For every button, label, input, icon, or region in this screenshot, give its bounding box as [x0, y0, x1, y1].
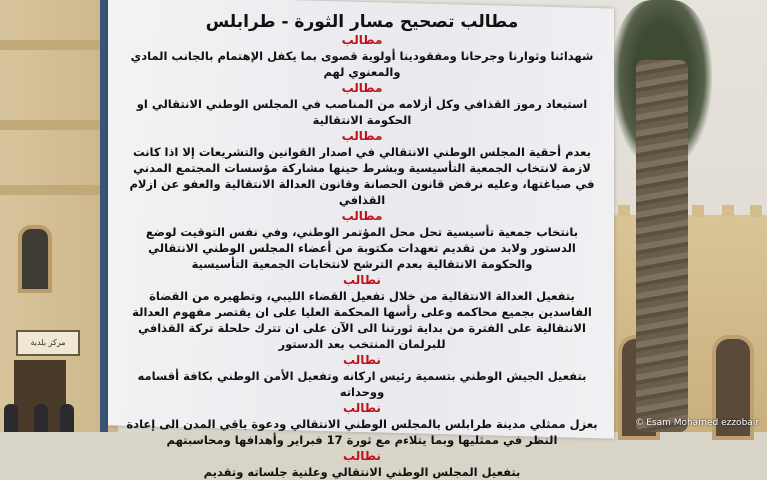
- demand-label: مطالب: [341, 81, 383, 95]
- building-sign: مركز بلدية: [16, 330, 80, 356]
- person: [60, 404, 74, 432]
- demand-text: بعزل ممثلي مدينة طرابلس بالمجلس الوطني الانتقالي ودعوة باقي المدن الى إعادة النظر في ممثليها وبما يتلاءم مع ثورة 17 فبراير وأهدافها ومحاسبتهم: [126, 417, 598, 447]
- demand-text: بتفعيل العدالة الانتقالية من خلال تفعيل القضاء الليبي، وتطهيره من القضاة الفاسدين بجميع محاكمه وعلى رأسها المحكمة العليا على ان يقتصر مفهوم العدالة الانتقالية على الفترة من بداية ثورتنا الى الآن على ان تترك حلحلة تركة القذافي للبرلمان المنتخب بعد الدستور: [132, 289, 592, 351]
- demand-label: نطالب: [343, 273, 381, 287]
- credit-text: Esam Mohamed ezzobair: [646, 418, 759, 428]
- demand-text: استبعاد رموز القذافي وكل أزلامه من المناصب في المجلس الوطني الانتقالي او الحكومة الانتقالية: [136, 97, 588, 127]
- banner-title: مطالب تصحيح مسار الثورة - طرابلس: [205, 12, 519, 32]
- crenel: [722, 205, 734, 217]
- crowd: [0, 402, 100, 432]
- photo-credit: [635, 418, 759, 428]
- demand-text: بتفعيل الجيش الوطني بتسمية رئيس اركانه وتفعيل الأمن الوطني بكافة أقسامه ووحداته: [137, 369, 587, 399]
- arched-window: [18, 225, 52, 293]
- demand-label: مطالب: [341, 33, 383, 47]
- demand-label: مطالب: [341, 209, 383, 223]
- palm-trunk: [636, 60, 688, 432]
- person: [34, 404, 48, 432]
- copyright-symbol: ©: [635, 418, 645, 428]
- demands-list: [116, 32, 608, 480]
- banner-text: [116, 4, 608, 479]
- demand-text: بانتخاب جمعية تأسيسية تحل محل المؤتمر الوطني، وفي نفس التوقيت لوضع الدستور ولابد من تقديم تعهدات مكتوبة من أعضاء المجلس الوطني الانتقالي والحكومة الانتقالية بعدم الترشح لانتخابات الجمعية التأسيسية: [145, 225, 579, 271]
- crenel: [692, 205, 704, 217]
- person: [4, 404, 18, 432]
- demand-text: بتفعيل المجلس الوطني الانتقالي وعلنية جلساته وتقديم: [203, 465, 521, 479]
- demand-text: بعدم أحقية المجلس الوطني الانتقالي في اصدار القوانين والتشريعات إلا اذا كانت لازمة لانتخاب الجمعية التأسيسية وبشرط حينها مشاركة مؤسسات المجتمع المدني في صياغتها، وعليه نرفض قانون الحصانة وقانون العدالة الانتقالية والعفو عن ازلام القذافي: [129, 145, 595, 207]
- banner-pole: [100, 0, 108, 432]
- demand-text: شهدائنا وثوارنا وجرحانا ومفقودينا أولوية قصوى بما يكفل الإهتمام بالجانب المادي والمعنوي لهم: [130, 49, 594, 79]
- demand-label: مطالب: [341, 129, 383, 143]
- demand-label: نطالب: [343, 449, 381, 463]
- demand-label: نطالب: [343, 353, 381, 367]
- crenel: [750, 205, 762, 217]
- crenel: [618, 205, 630, 217]
- demand-label: نطالب: [343, 401, 381, 415]
